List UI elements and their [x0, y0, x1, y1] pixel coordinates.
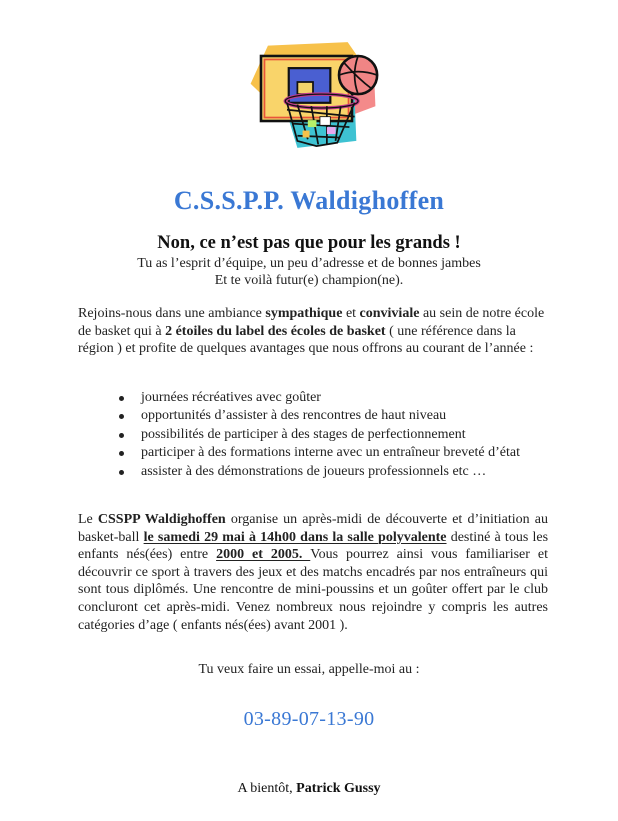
event-text: organise un après-midi de découverte et d’initiation au basket-ball: [78, 512, 549, 545]
sign-prefix: A bientôt,: [237, 781, 297, 796]
intro-text: Rejoins-nous dans une ambiance: [78, 306, 266, 321]
event-text: destiné à tous les enfants nés(ées) entre: [78, 529, 549, 563]
club-name: CSSPP Waldighoffen: [97, 512, 226, 527]
list-item: [116, 389, 520, 407]
list-item-text: journées récréatives avec goûter: [141, 390, 321, 405]
list-item: [116, 463, 520, 481]
tagline-2: Et te voilà futur(e) champion(ne).: [214, 273, 404, 288]
bullet-icon: [119, 396, 124, 401]
list-item-text: assister à des démonstrations de joueurs professionnels etc …: [141, 463, 487, 479]
list-item: [116, 407, 520, 425]
signature: [0, 781, 618, 797]
event-paragraph: [78, 511, 548, 634]
basketball-hoop-icon: [243, 30, 383, 160]
list-item: [116, 426, 520, 444]
list-item-text: possibilités de participer à des stages de perfectionnement: [141, 426, 466, 442]
bullet-icon: [119, 414, 124, 419]
emphasis: conviviale: [359, 306, 420, 321]
event-date-location: le samedi 29 mai à 14h00 dans la salle polyvalente: [143, 529, 447, 545]
birth-years: 2000 et 2005.: [216, 547, 311, 563]
list-item: [116, 444, 520, 462]
event-text: Le: [78, 512, 98, 527]
bullet-icon: [119, 433, 124, 438]
sign-name: Patrick Gussy: [296, 781, 381, 796]
intro-text: ( une référence dans la région ) et profite de quelques avantages que nous offrons au courant de l’année :: [78, 323, 534, 357]
event-text: Vous pourrez ainsi vous familiariser et découvrir ce sport à travers des jeux et des matchs encadrés par nos entraîneurs qui sont tous diplômés. Une rencontre de mini-poussins et un goûter offert par le club concluront cet après-midi. Venez nombreux nous rejoindre y compris les autres catégories d’age ( enfants nés(ées) avant 2001 ).: [78, 547, 548, 633]
contact-prompt: Tu veux faire un essai, appelle-moi au :: [198, 662, 420, 677]
emphasis: sympathique: [265, 306, 343, 321]
intro-text: au sein de notre école de basket qui à: [78, 306, 545, 339]
list-item-text: participer à des formations interne avec un entraîneur breveté d’état: [141, 445, 520, 461]
benefits-list: [116, 389, 520, 481]
subtitle: Non, ce n’est pas que pour les grands !: [157, 233, 461, 253]
list-item-text: opportunités d’assister à des rencontres de haut niveau: [141, 408, 447, 424]
bullet-icon: [119, 451, 124, 456]
phone-number: 03-89-07-13-90: [243, 708, 375, 730]
emphasis: 2 étoiles du label des écoles de basket: [165, 323, 386, 339]
page-title: C.S.S.P.P. Waldighoffen: [173, 186, 445, 215]
tagline: Tu as l’esprit d’équipe, un peu d’adresse et de bonnes jambes: [137, 256, 481, 271]
bullet-icon: [119, 470, 124, 475]
intro-paragraph: [78, 305, 548, 358]
intro-text: et: [342, 306, 360, 321]
